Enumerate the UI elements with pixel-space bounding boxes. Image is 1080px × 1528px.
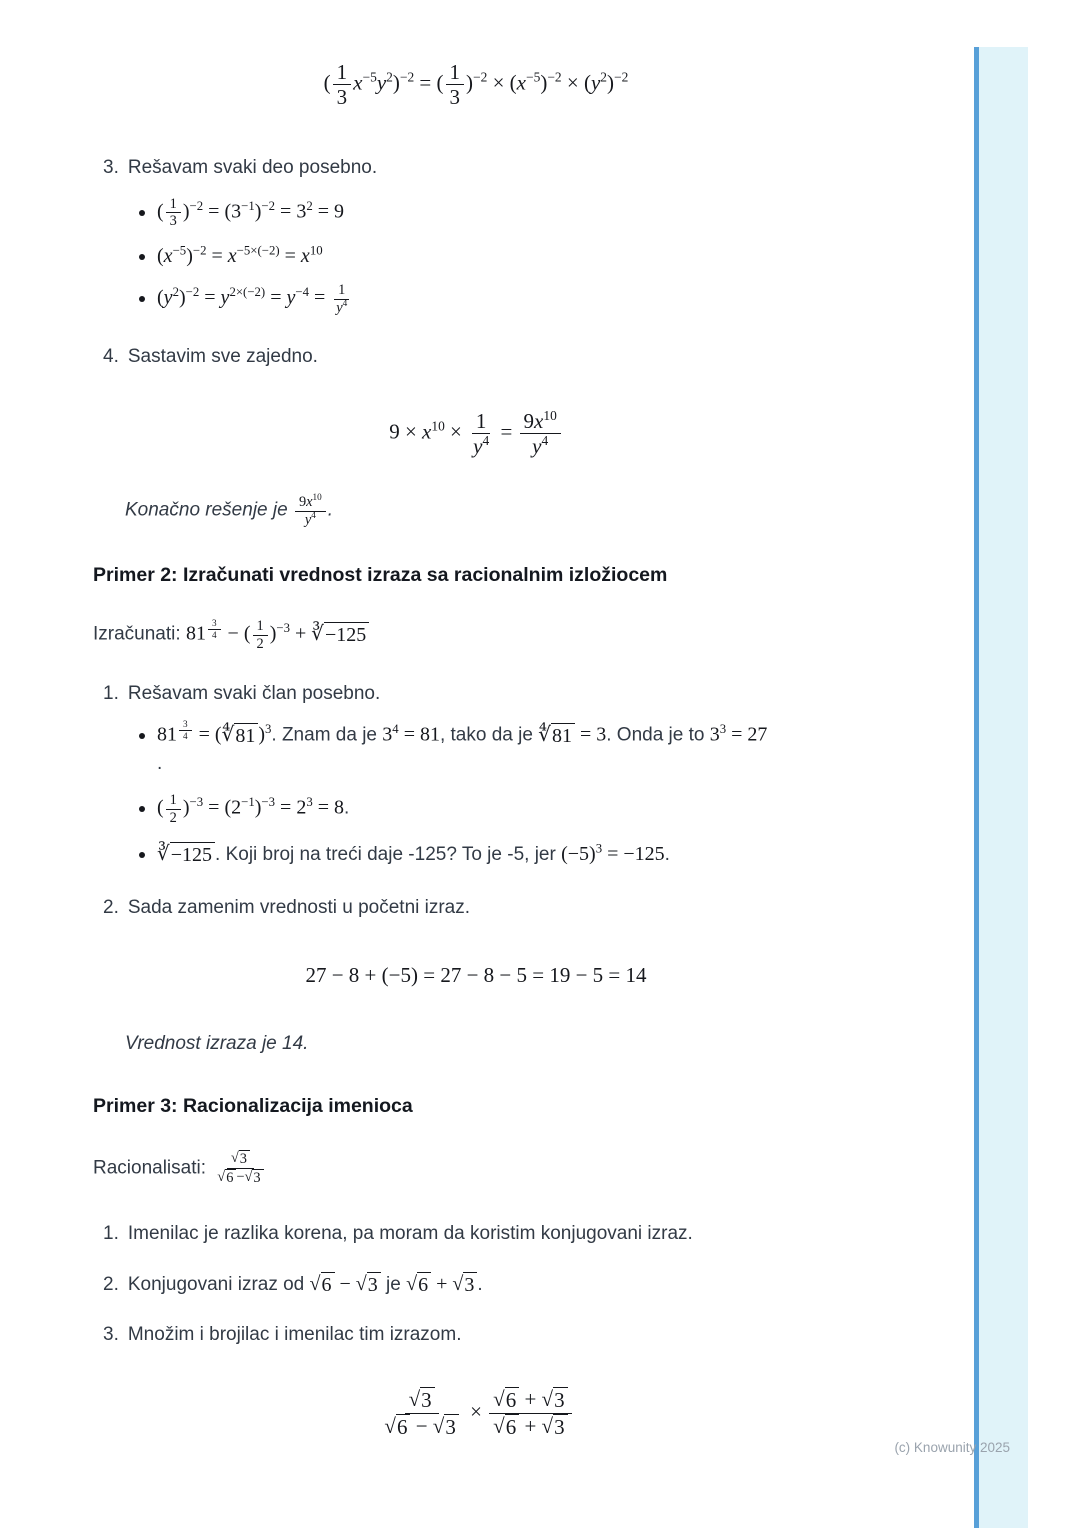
primer3-problem-statement: Racionalisati: √ 3 √ 6 − √ 3 — [93, 1150, 859, 1188]
numbered-step-2 — [93, 895, 859, 922]
step-number: 2. — [103, 1273, 119, 1295]
primer2-heading: Primer 2: Izračunati vrednost izraza sa racionalnim izložiocem — [93, 564, 668, 587]
bullet-item: • ( $\frac{1}{3}$ )$^{-2} = (3^{-1})^{-2} = 3^2 = 9$ — [157, 196, 859, 230]
accent-panel — [979, 47, 1028, 1528]
document-content — [93, 0, 859, 1440]
step-text: Množim i brojilac i imenilac tim izrazom. — [127, 1324, 462, 1346]
step-number: 4. — [103, 346, 119, 368]
bullet-item: • $(y^2)^{-2} = y^{2\times(-2)} = y^{-4}$ = $\frac{1}{y^4}$ — [157, 282, 859, 316]
conclusion-primer2: Vrednost izraza je 14. — [125, 1032, 309, 1054]
bullet-item: • $(x^{-5})^{-2} = x^{-5\times(-2)} = x^{10}$ — [157, 242, 859, 270]
primer2-problem-statement: Izračunati: 81 $^{\frac{3}{4}}$ − ( $\frac{1}{2}$ )$^{-3}$ + ∛ −125 — [93, 618, 859, 652]
copyright-footer: (c) Knowunity 2025 — [894, 1440, 1010, 1455]
step-text: Konjugovani izraz od √ 6 − √ 3 je √ 6 + √ 3 . — [127, 1272, 483, 1296]
step-number: 1. — [103, 1223, 119, 1245]
step-text: Imenilac je razlika korena, pa moram da koristim konjugovani izraz. — [127, 1223, 693, 1245]
step-number: 1. — [103, 682, 119, 704]
bullet-item: • ( $\frac{1}{2}$ )$^{-3} = (2^{-1})^{-3} = 2^3 = 8$. — [157, 792, 859, 826]
bullet-list-primer2 — [93, 719, 859, 869]
step-text: Sada zamenim vrednosti u početni izraz. — [127, 896, 471, 918]
bullet-item: • 81 $^{\frac{3}{4}}$ = ( ∜ 81 )$^3$. Znam da je $3^4 = 81$, tako da je ∜ 81 = 3. Onda je to $3^3 = 27$ . — [157, 719, 859, 778]
numbered-step-1 — [93, 681, 859, 708]
display-formula-rationalization: √ 3 √ 6 − √ 3 × √ 6 + √ 3 √ 6 + √ 3 — [93, 1387, 859, 1440]
numbered-step-3 — [93, 155, 859, 182]
primer3-heading: Primer 3: Racionalizacija imenioca — [93, 1095, 413, 1118]
step-text: Rešavam svaki član posebno. — [127, 682, 381, 704]
conclusion-primer1: Konačno rešenje je $\frac{9x^{10}}{y^4}$ . — [125, 492, 334, 528]
bullet-item: • ∛ −125 . Koji broj na treći daje -125? To je -5, jer $(-5)^3 = -125$. — [157, 840, 859, 869]
step-text: Sastavim sve zajedno. — [127, 346, 318, 368]
numbered-step-2 — [93, 1270, 859, 1299]
numbered-step-3 — [93, 1320, 859, 1349]
bullet-list-step3 — [93, 196, 859, 316]
step-text: Rešavam svaki deo posebno. — [127, 157, 378, 179]
display-formula-numeric-evaluation: 27 − 8 + (−5) = 27 − 8 − 5 = 19 − 5 = 14 — [305, 963, 647, 988]
numbered-step-4 — [93, 344, 859, 371]
step-number: 3. — [103, 1324, 119, 1346]
step-number: 2. — [103, 896, 119, 918]
display-formula-exponent-expansion: ( $\frac{1}{3}$ $x^{-5}y^2)^{-2}$ = ( $\frac{1}{3}$ )$^{-2} \times (x^{-5})^{-2} \times (y^2)^{-2}$ — [323, 60, 629, 110]
numbered-step-1 — [93, 1219, 859, 1248]
step-number: 3. — [103, 157, 119, 179]
display-formula-combined-result: $9 \times x^{10}$ × $\frac{1}{y^4}$ = $\frac{9x^{10}}{y^4}$ — [93, 409, 859, 458]
